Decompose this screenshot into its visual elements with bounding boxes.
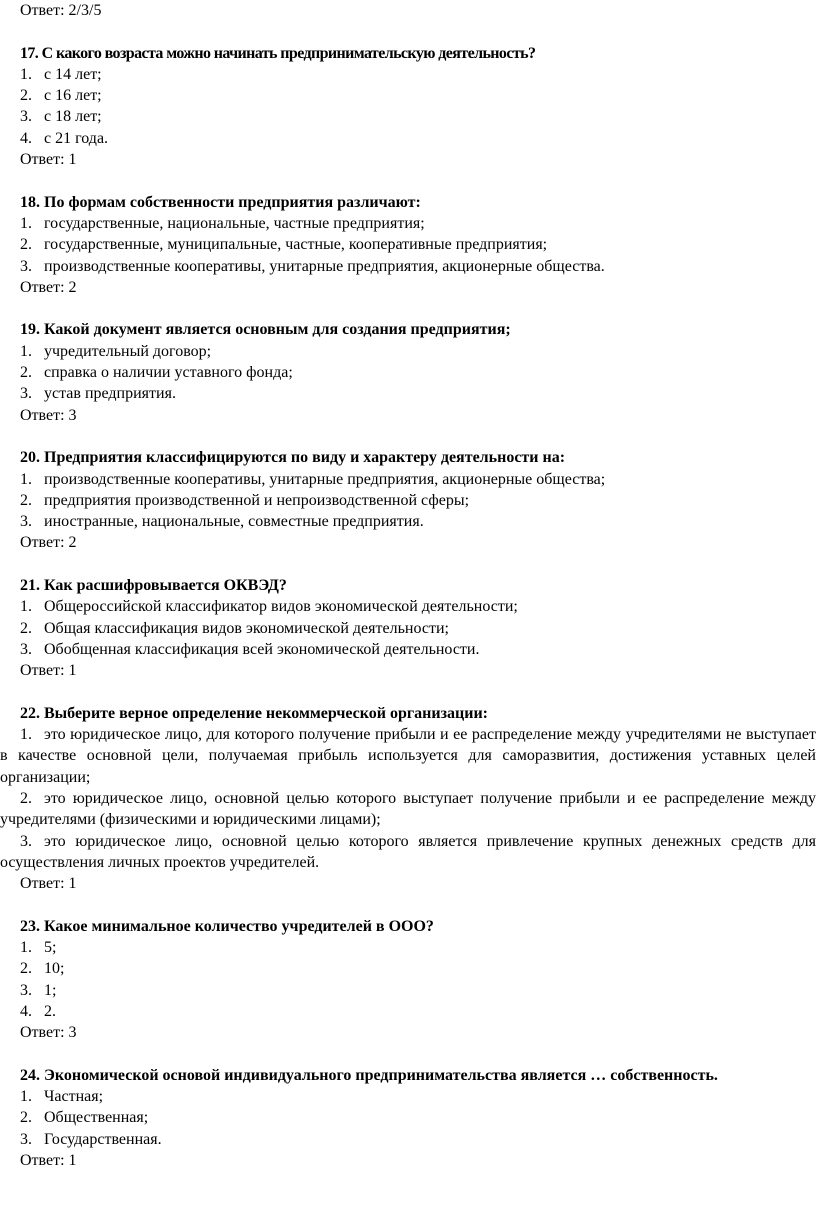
answer: Ответ: 2 — [20, 534, 77, 552]
option-number: 3. — [20, 640, 32, 658]
option-number: 2. — [20, 236, 32, 254]
option-number: 2. — [20, 364, 32, 382]
option — [0, 511, 816, 532]
option-text: государственные, национальные, частные предприятия; — [44, 214, 425, 232]
option-number: 2. — [20, 491, 32, 509]
option — [0, 213, 816, 234]
option — [0, 106, 816, 127]
question-19-title — [0, 319, 816, 340]
option — [0, 1001, 816, 1022]
option-number: 1. — [20, 726, 32, 744]
option-number: 2. — [20, 1109, 32, 1127]
question-text: Как расшифровывается ОКВЭД? — [44, 577, 287, 595]
option-number: 1. — [20, 939, 32, 957]
option — [0, 341, 816, 362]
answer: Ответ: 1 — [20, 662, 77, 680]
answer: Ответ: 1 — [20, 151, 77, 169]
option-text: Общероссийской классификатор видов экономической деятельности; — [44, 598, 518, 616]
option — [0, 234, 816, 255]
question-number: 22. — [20, 704, 40, 722]
option-number: 3. — [20, 385, 32, 403]
option-number: 2. — [20, 87, 32, 105]
option — [0, 596, 816, 617]
option — [0, 64, 816, 85]
question-17-title — [0, 43, 816, 64]
question-number: 24. — [20, 1066, 40, 1084]
option-number: 2. — [20, 619, 32, 637]
option-text: иностранные, национальные, совместные предприятия. — [44, 513, 424, 531]
option-text: Государственная. — [44, 1130, 162, 1148]
option — [0, 256, 816, 277]
option-number: 4. — [20, 129, 32, 147]
option-text: 2. — [44, 1002, 56, 1020]
option — [0, 618, 816, 639]
option-number: 3. — [20, 832, 32, 850]
option-text: это юридическое лицо, основной целью которого является привлечение крупных денежных средств для осуществления личных проектов учредителей. — [0, 832, 816, 871]
option-text: производственные кооперативы, унитарные предприятия, акционерные общества; — [44, 470, 606, 488]
question-text: Предприятия классифицируются по виду и характеру деятельности на: — [44, 449, 566, 467]
question-23-title — [0, 916, 816, 937]
option-number: 3. — [20, 108, 32, 126]
answer: Ответ: 1 — [20, 875, 77, 893]
option — [0, 788, 816, 831]
option — [0, 469, 816, 490]
option-text: с 21 года. — [44, 129, 109, 147]
option-number: 3. — [20, 513, 32, 531]
answer: Ответ: 3 — [20, 1024, 77, 1042]
option-number: 4. — [20, 1002, 32, 1020]
option-text: Общая классификация видов экономической деятельности; — [44, 619, 449, 637]
question-number: 23. — [20, 917, 40, 935]
option — [0, 1086, 816, 1107]
question-18-title — [0, 192, 816, 213]
question-number: 20. — [20, 449, 40, 467]
option-number: 1. — [20, 65, 32, 83]
question-text: По формам собственности предприятия различают: — [44, 193, 421, 211]
option-text: это юридическое лицо, для которого получение прибыли и ее распределение между учредителями не выступает в качестве основной цели, получаемая прибыль используется для саморазвития, достижения уставных целей организации; — [0, 726, 816, 786]
question-number: 18. — [20, 193, 40, 211]
option — [0, 383, 816, 404]
option-text: Обобщенная классификация всей экономической деятельности. — [44, 640, 480, 658]
option-number: 2. — [20, 960, 32, 978]
option-text: государственные, муниципальные, частные, кооперативные предприятия; — [44, 236, 548, 254]
question-number: 19. — [20, 321, 40, 339]
question-number: 21. — [20, 577, 40, 595]
option — [0, 490, 816, 511]
option — [0, 362, 816, 383]
option — [0, 639, 816, 660]
question-22-title — [0, 703, 816, 724]
option-number: 1. — [20, 598, 32, 616]
option-number: 1. — [20, 342, 32, 360]
option — [0, 85, 816, 106]
question-text: Какое минимальное количество учредителей в ООО? — [44, 917, 434, 935]
option — [0, 724, 816, 788]
option-text: учредительный договор; — [44, 342, 212, 360]
question-text: Выберите верное определение некоммерческой организации: — [44, 704, 488, 722]
answer: Ответ: 3 — [20, 406, 77, 424]
option — [0, 128, 816, 149]
top-answer: Ответ: 2/3/5 — [20, 2, 102, 19]
option-number: 3. — [20, 981, 32, 999]
option-text: это юридическое лицо, основной целью которого выступает получение прибыли и ее распределение между учредителями (физическими и юридическими лицами); — [0, 789, 816, 829]
option-text: 1; — [44, 981, 57, 999]
question-24-title — [0, 1065, 816, 1086]
option-text: 5; — [44, 939, 57, 957]
question-text: С какого возраста можно начинать предпринимательскую деятельность? — [41, 44, 536, 62]
option-number: 1. — [20, 214, 32, 232]
option — [0, 958, 816, 979]
answer: Ответ: 1 — [20, 1152, 77, 1170]
option-text: устав предприятия. — [44, 385, 176, 403]
option-number: 3. — [20, 1130, 32, 1148]
answer: Ответ: 2 — [20, 278, 77, 296]
option — [0, 937, 816, 958]
option-number: 1. — [20, 470, 32, 488]
question-21-title — [0, 575, 816, 596]
option-text: производственные кооперативы, унитарные предприятия, акционерные общества. — [44, 257, 605, 275]
option-text: справка о наличии уставного фонда; — [44, 364, 293, 382]
option-text: с 16 лет; — [44, 87, 102, 105]
question-text: Экономической основой индивидуального предпринимательства является … собственность. — [44, 1066, 718, 1084]
option-text: предприятия производственной и непроизводственной сферы; — [44, 491, 470, 509]
option — [0, 831, 816, 874]
question-text: Какой документ является основным для создания предприятия; — [44, 321, 511, 339]
option-text: с 14 лет; — [44, 65, 102, 83]
option-number: 1. — [20, 1088, 32, 1106]
option-text: Общественная; — [44, 1109, 149, 1127]
option-number: 2. — [20, 789, 32, 807]
question-number: 17. — [20, 44, 39, 62]
option — [0, 980, 816, 1001]
option — [0, 1107, 816, 1128]
option-number: 3. — [20, 257, 32, 275]
option-text: с 18 лет; — [44, 108, 102, 126]
option-text: Частная; — [44, 1088, 104, 1106]
option-text: 10; — [44, 960, 65, 978]
question-20-title — [0, 447, 816, 468]
option — [0, 1129, 816, 1150]
